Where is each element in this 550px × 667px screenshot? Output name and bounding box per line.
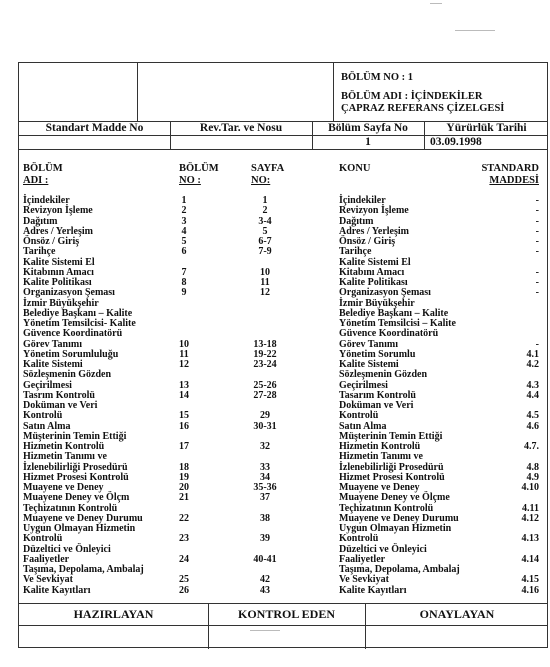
row-konu: Kontrolü <box>339 410 379 421</box>
row-konu: Satın Alma <box>339 421 387 432</box>
row-adi: Hizmet Prosesi Kontrolü <box>23 472 129 483</box>
row-no: 7 <box>181 267 187 278</box>
row-sayfa: 3-4 <box>258 216 272 227</box>
row-konu: Kalite Kayıtları <box>339 585 407 596</box>
sig-hazirlayan: HAZIRLAYAN <box>73 607 154 621</box>
row-konu: Ve Sevkiyat <box>339 574 389 585</box>
row-madde: 4.9 <box>526 472 539 483</box>
row-no: 23 <box>179 533 189 544</box>
row-sayfa: 12 <box>260 287 270 298</box>
row-adi: Faaliyetler <box>23 554 70 565</box>
meta-label-madde: Standart Madde No <box>45 122 144 134</box>
row-adi: Sözleşmenin Gözden <box>23 369 112 380</box>
row-konu: Güvence Koordinatörü <box>339 328 439 339</box>
row-adi: Organizasyon Şeması <box>23 287 115 298</box>
row-sayfa: 25-26 <box>253 380 277 391</box>
row-adi: İzmir Büyükşehir <box>23 298 99 309</box>
row-madde: 4.2 <box>526 359 539 370</box>
meta-value-sayfa: 1 <box>365 136 371 148</box>
col-sayfa-no: SAYFA NO: <box>251 163 285 186</box>
row-konu: Yönetim Sorumlu <box>339 349 416 360</box>
row-adi: Doküman ve Veri <box>23 400 98 411</box>
row-sayfa: 1 <box>262 195 268 206</box>
row-madde: 4.6 <box>526 421 539 432</box>
row-madde: 4.14 <box>521 554 539 565</box>
row-adi: Dağıtım <box>23 216 58 227</box>
row-adi: Geçirilmesi <box>23 380 72 391</box>
row-no: 26 <box>179 585 189 596</box>
row-adi: Güvence Koordinatörü <box>23 328 123 339</box>
row-sayfa: 32 <box>260 441 270 452</box>
row-sayfa: 34 <box>260 472 270 483</box>
row-adi: Teçhizatının Kontrolü <box>23 503 118 514</box>
row-adi: Hizmetin Tanımı ve <box>23 451 107 462</box>
row-konu: Kalite Sistemi <box>339 359 399 370</box>
row-konu: Düzeltici ve Önleyici <box>339 544 427 555</box>
row-konu: Faaliyetler <box>339 554 386 565</box>
row-adi: Önsöz / Giriş <box>23 236 80 247</box>
row-konu: Muayene ve Deney <box>339 482 420 493</box>
row-no: 22 <box>179 513 189 524</box>
col-bolum-adi: BÖLÜM ADI : <box>23 163 63 186</box>
row-sayfa: 37 <box>260 492 270 503</box>
row-sayfa: 29 <box>260 410 270 421</box>
row-sayfa: 38 <box>260 513 270 524</box>
row-konu: Uygun Olmayan Hizmetin <box>339 523 452 534</box>
row-adi: Belediye Başkanı – Kalite <box>23 308 133 319</box>
row-madde: - <box>535 246 539 257</box>
row-adi: Ve Sevkiyat <box>23 574 73 585</box>
row-konu: Kalite Sistemi El <box>339 257 411 268</box>
row-adi: Hizmetin Kontrolü <box>23 441 105 452</box>
document-frame <box>18 62 548 648</box>
scan-artifact <box>430 3 442 4</box>
row-konu: Geçirilmesi <box>339 380 388 391</box>
row-adi: Kontrolü <box>23 533 63 544</box>
bolum-no: BÖLÜM NO : 1 <box>341 72 414 83</box>
row-konu: Kitabını Amacı <box>339 267 405 278</box>
meta-label-yururluk: Yürürlük Tarihi <box>446 122 527 134</box>
row-adi: Görev Tanımı <box>23 339 82 350</box>
row-konu: Sözleşmenin Gözden <box>339 369 428 380</box>
row-madde: 4.16 <box>521 585 539 596</box>
row-madde: 4.10 <box>521 482 539 493</box>
row-adi: Satın Alma <box>23 421 71 432</box>
row-adi: İzlenebilirliği Prosedürü <box>23 462 128 473</box>
row-sayfa: 43 <box>260 585 270 596</box>
row-sayfa: 10 <box>260 267 270 278</box>
row-no: 12 <box>179 359 189 370</box>
row-konu: Tarihçe <box>339 246 372 257</box>
row-madde: 4.4 <box>526 390 539 401</box>
row-adi: Kalite Sistemi El <box>23 257 95 268</box>
row-madde: - <box>535 205 539 216</box>
row-no: 3 <box>181 216 187 227</box>
scan-artifact <box>455 30 495 31</box>
row-no: 16 <box>179 421 189 432</box>
row-konu: Organizasyon Şeması <box>339 287 431 298</box>
row-konu: Revizyon İşleme <box>339 205 409 216</box>
row-sayfa: 6-7 <box>258 236 272 247</box>
row-adi: Muayene ve Deney Durumu <box>23 513 143 524</box>
row-madde: - <box>535 236 539 247</box>
row-konu: Hizmetin Tanımı ve <box>339 451 423 462</box>
row-konu: İçindekiler <box>339 195 386 206</box>
row-sayfa: 13-18 <box>253 339 277 350</box>
row-adi: Yönetim Sorumluluğu <box>23 349 119 360</box>
row-no: 15 <box>179 410 189 421</box>
row-madde: 4.12 <box>521 513 539 524</box>
row-adi: Müşterinin Temin Ettiği <box>23 431 127 442</box>
row-sayfa: 5 <box>262 226 268 237</box>
row-adi: Kalite Sistemi <box>23 359 83 370</box>
row-no: 2 <box>181 205 187 216</box>
row-sayfa: 23-24 <box>253 359 277 370</box>
row-sayfa: 27-28 <box>253 390 277 401</box>
row-madde: 4.15 <box>521 574 539 585</box>
row-adi: Muayene ve Deney <box>23 482 104 493</box>
col-konu: KONU <box>339 163 371 174</box>
row-konu: İzlenebilirliği Prosedürü <box>339 462 444 473</box>
row-no: 11 <box>179 349 189 360</box>
row-madde: 4.13 <box>521 533 539 544</box>
row-no: 5 <box>181 236 187 247</box>
row-konu: Kontrolü <box>339 533 379 544</box>
row-madde: - <box>535 195 539 206</box>
row-adi: Düzeltici ve Önleyici <box>23 544 111 555</box>
col-standard-maddesi: STANDARD MADDESİ <box>481 163 539 186</box>
row-sayfa: 7-9 <box>258 246 272 257</box>
row-konu: Muayene ve Deney Durumu <box>339 513 459 524</box>
row-adi: Tasrım Kontrolü <box>23 390 95 401</box>
row-sayfa: 39 <box>260 533 270 544</box>
row-konu: Dağıtım <box>339 216 374 227</box>
row-adi: Yönetim Temsilcisi- Kalite <box>23 318 136 329</box>
meta-value-tarih: 03.09.1998 <box>430 136 482 148</box>
meta-label-rev: Rev.Tar. ve Nosu <box>199 122 283 134</box>
row-konu: İzmir Büyükşehir <box>339 298 415 309</box>
row-madde: 4.7. <box>524 441 539 452</box>
row-konu: Müşterinin Temin Ettiği <box>339 431 443 442</box>
row-konu: Hizmetin Kontrolü <box>339 441 421 452</box>
row-madde: 4.1 <box>526 349 539 360</box>
row-konu: Tasarım Kontrolü <box>339 390 416 401</box>
row-adi: Kalite Kayıtları <box>23 585 91 596</box>
row-madde: 4.5 <box>526 410 539 421</box>
row-konu: Kalite Politikası <box>339 277 408 288</box>
row-no: 4 <box>181 226 187 237</box>
row-sayfa: 35-36 <box>253 482 277 493</box>
row-no: 18 <box>179 462 189 473</box>
row-sayfa: 19-22 <box>253 349 277 360</box>
row-madde: 4.11 <box>522 503 539 514</box>
col-bolum-no: BÖLÜM NO : <box>179 163 219 186</box>
row-sayfa: 40-41 <box>253 554 277 565</box>
row-no: 24 <box>179 554 189 565</box>
row-adi: Kontrolü <box>23 410 63 421</box>
row-konu: Taşıma, Depolama, Ambalaj <box>339 564 460 575</box>
row-madde: 4.8 <box>526 462 539 473</box>
bolum-subtitle: ÇAPRAZ REFERANS ÇİZELGESİ <box>341 103 505 114</box>
row-adi: Muayene Deney ve Ölçm <box>23 492 130 503</box>
row-adi: Adres / Yerleşim <box>23 226 93 237</box>
row-madde: - <box>535 277 539 288</box>
row-konu: Hizmet Prosesi Kontrolü <box>339 472 445 483</box>
row-no: 17 <box>179 441 189 452</box>
row-konu: Teçhizatının Kontrolü <box>339 503 434 514</box>
row-no: 19 <box>179 472 189 483</box>
row-adi: Kalite Politikası <box>23 277 92 288</box>
row-no: 13 <box>179 380 189 391</box>
row-no: 20 <box>179 482 189 493</box>
row-no: 14 <box>179 390 189 401</box>
row-madde: - <box>535 216 539 227</box>
row-no: 10 <box>179 339 189 350</box>
meta-label-sayfa: Bölüm Sayfa No <box>328 122 408 134</box>
row-adi: Taşıma, Depolama, Ambalaj <box>23 564 144 575</box>
bolum-adi: BÖLÜM ADI : İÇİNDEKİLER <box>341 91 483 102</box>
row-adi: Revizyon İşleme <box>23 205 93 216</box>
row-no: 25 <box>179 574 189 585</box>
row-konu: Doküman ve Veri <box>339 400 414 411</box>
row-adi: Kitabının Amacı <box>23 267 94 278</box>
row-madde: - <box>535 339 539 350</box>
row-sayfa: 2 <box>262 205 268 216</box>
row-sayfa: 30-31 <box>253 421 277 432</box>
sig-onaylayan: ONAYLAYAN <box>419 607 495 621</box>
row-no: 9 <box>181 287 187 298</box>
row-konu: Yönetim Temsilcisi – Kalite <box>339 318 456 329</box>
row-no: 21 <box>179 492 189 503</box>
row-sayfa: 11 <box>260 277 270 288</box>
row-no: 1 <box>181 195 187 206</box>
row-madde: - <box>535 267 539 278</box>
row-konu: Muayene Deney ve Ölçme <box>339 492 450 503</box>
row-no: 8 <box>181 277 187 288</box>
row-konu: Adres / Yerleşim <box>339 226 409 237</box>
row-sayfa: 33 <box>260 462 270 473</box>
row-madde: - <box>535 287 539 298</box>
row-konu: Önsöz / Giriş <box>339 236 396 247</box>
sig-kontrol-eden: KONTROL EDEN <box>237 607 336 621</box>
row-madde: 4.3 <box>526 380 539 391</box>
row-madde: - <box>535 226 539 237</box>
row-adi: Tarihçe <box>23 246 56 257</box>
row-sayfa: 42 <box>260 574 270 585</box>
row-konu: Belediye Başkanı – Kalite <box>339 308 449 319</box>
row-adi: İçindekiler <box>23 195 70 206</box>
row-adi: Uygun Olmayan Hizmetin <box>23 523 136 534</box>
row-konu: Görev Tanımı <box>339 339 398 350</box>
row-no: 6 <box>181 246 187 257</box>
